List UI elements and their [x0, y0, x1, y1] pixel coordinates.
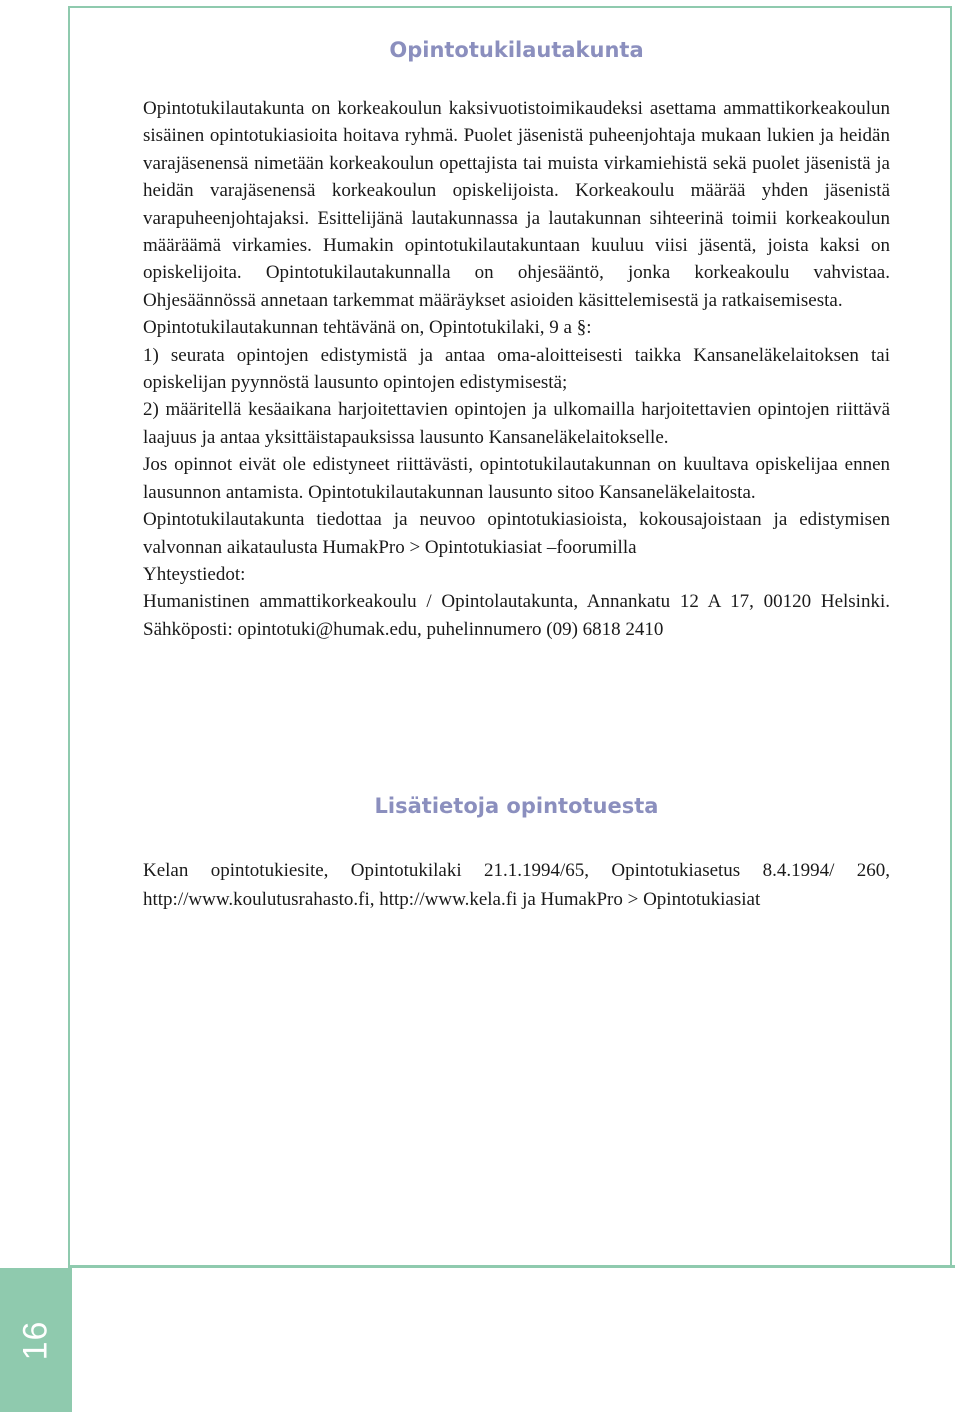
paragraph: Opintotukilautakunta on korkeakoulun kaksivuotistoimikaudeksi asettama ammattikorkeakoulun sisäinen opintotukiasioita hoitava ryhmä. Puolet jäsenistä puheenjohtaja mukaan lukien ja heidän varajäsenensä nimetään korkeakoulun opettajista tai muista virkamiehistä sekä puolet jäsenistä ja heidän varajäsenensä korkeakoulun opiskelijoista. Korkeakoulu määrää yhden jäsenistä varapuheenjohtajaksi. Esittelijänä lautakunnassa ja lautakunnan sihteerinä toimii korkeakoulun määräämä virkamies. Humakin opintotukilautakuntaan kuuluu viisi jäsentä, joista kaksi on opiskelijoita. Opintotukilautakunnalla on ohjesääntö, jonka korkeakoulu vahvistaa. Ohjesäännössä annetaan tarkemmat määräykset asioiden käsittelemisestä ja ratkaisemisesta.	[143, 98, 890, 311]
paragraph: Opintotukilautakunta tiedottaa ja neuvoo opintotukiasioista, kokousajoistaan ja edistymisen valvonnan aikataulusta HumakPro > Opintotukiasiat –foorumilla	[143, 509, 890, 558]
paragraph: Jos opinnot eivät ole edistyneet riittävästi, opintotukilautakunnan on kuultava opiskelijaa ennen lausunnon antamista. Opintotukilautakunnan lausunto sitoo Kansaneläkelaitosta.	[143, 454, 890, 503]
section-heading-lisatietoja: Lisätietoja opintotuesta	[374, 794, 659, 818]
paragraph: 2) määritellä kesäaikana harjoitettavien opintojen ja ulkomailla harjoitettavien opintojen riittävä laajuus ja antaa yksittäistapauksissa lausunto Kansaneläkelaitokselle.	[143, 399, 890, 448]
paragraph: Opintotukilautakunnan tehtävänä on, Opintotukilaki, 9 a §:	[143, 317, 592, 339]
contact-details: Humanistinen ammattikorkeakoulu / Opintolautakunta, Annankatu 12 A 17, 00120 Helsinki. Sähköposti: opintotuki@humak.edu, puhelinnumero (09) 6818 2410	[143, 591, 890, 640]
paragraph: Kelan opintotukiesite, Opintotukilaki 21.1.1994/65, Opintotukiasetus 8.4.1994/ 260, http://www.koulutusrahasto.fi, http://www.kela.fi ja HumakPro > Opintotukiasiat	[143, 860, 890, 910]
section-body-opintotukilautakunta	[143, 95, 890, 643]
paragraph: Yhteystiedot:	[143, 563, 246, 585]
section-body-lisatietoja	[143, 857, 890, 914]
page-number	[0, 1268, 72, 1412]
section-heading-opintotukilautakunta: Opintotukilautakunta	[389, 38, 644, 62]
paragraph: 1) seurata opintojen edistymistä ja antaa oma-aloitteisesti taikka Kansaneläkelaitoksen tai opiskelijan pyynnöstä lausunto opintojen edistymisestä;	[143, 344, 890, 394]
page-number-text: 16	[16, 1320, 55, 1360]
page-frame-bottom-rule	[68, 1265, 955, 1268]
